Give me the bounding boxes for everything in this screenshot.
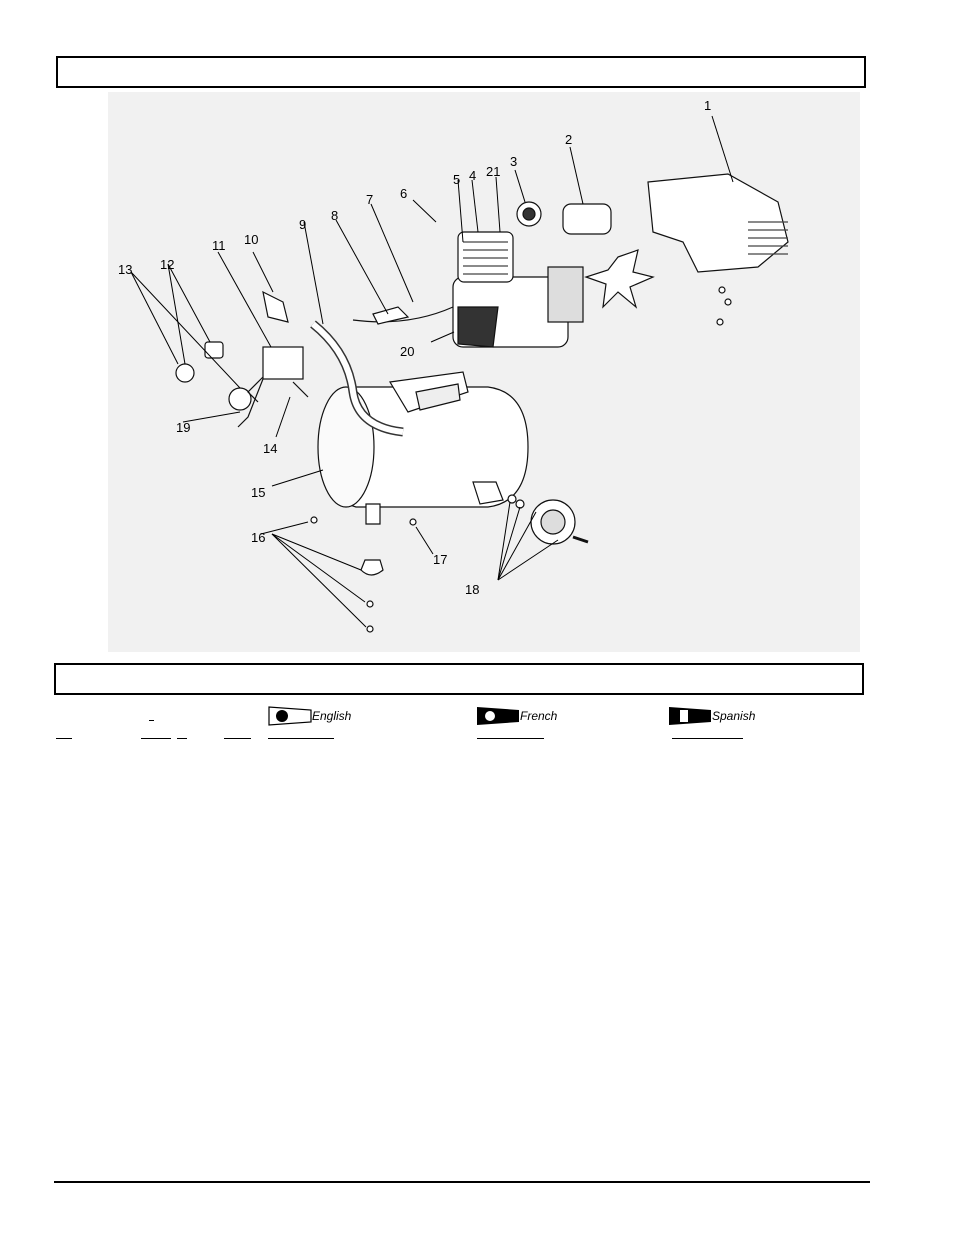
column-rule	[672, 738, 743, 739]
flag-english-icon	[268, 706, 312, 726]
callout-5: 5	[453, 172, 461, 187]
callout-3: 3	[510, 154, 518, 169]
callout-8: 8	[331, 208, 339, 223]
language-label: Spanish	[712, 709, 756, 723]
callout-20: 20	[400, 344, 415, 359]
column-rule	[477, 738, 544, 739]
language-label: English	[312, 709, 352, 723]
callout-12: 12	[160, 257, 175, 272]
flag-french-icon	[476, 706, 520, 726]
language-label: French	[520, 709, 558, 723]
callout-9: 9	[299, 217, 307, 232]
language-spanish	[668, 706, 755, 726]
pressure-switch	[263, 347, 303, 379]
column-rule	[268, 738, 334, 739]
callout-10: 10	[244, 232, 259, 247]
callout-13: 13	[118, 262, 133, 277]
callout-19: 19	[176, 420, 191, 435]
parts-list-title-box	[54, 663, 864, 695]
callout-11: 11	[212, 238, 226, 253]
callout-16: 16	[251, 530, 266, 545]
callout-2: 2	[565, 132, 573, 147]
diagram-title-box	[56, 56, 866, 88]
flag-spanish-icon	[668, 706, 712, 726]
column-rule	[177, 738, 187, 739]
regulator	[205, 342, 223, 358]
footer-rule	[54, 1181, 870, 1183]
column-rule	[224, 738, 251, 739]
language-english	[268, 706, 351, 726]
callout-4: 4	[469, 168, 477, 183]
gauge-2	[229, 388, 251, 410]
callout-15: 15	[251, 485, 266, 500]
callout-17: 17	[433, 552, 448, 567]
callout-14: 14	[263, 441, 278, 456]
language-french	[476, 706, 557, 726]
callout-1: 1	[704, 98, 712, 113]
callout-18: 18	[465, 582, 480, 597]
column-rule	[56, 738, 72, 739]
exploded-parts-diagram	[108, 92, 860, 652]
gauge-1	[176, 364, 194, 382]
capacitor	[563, 204, 611, 234]
callout-6: 6	[400, 186, 408, 201]
column-rule	[141, 738, 171, 739]
callout-21: 21	[486, 164, 501, 179]
callout-7: 7	[366, 192, 374, 207]
column-rule	[149, 720, 154, 721]
